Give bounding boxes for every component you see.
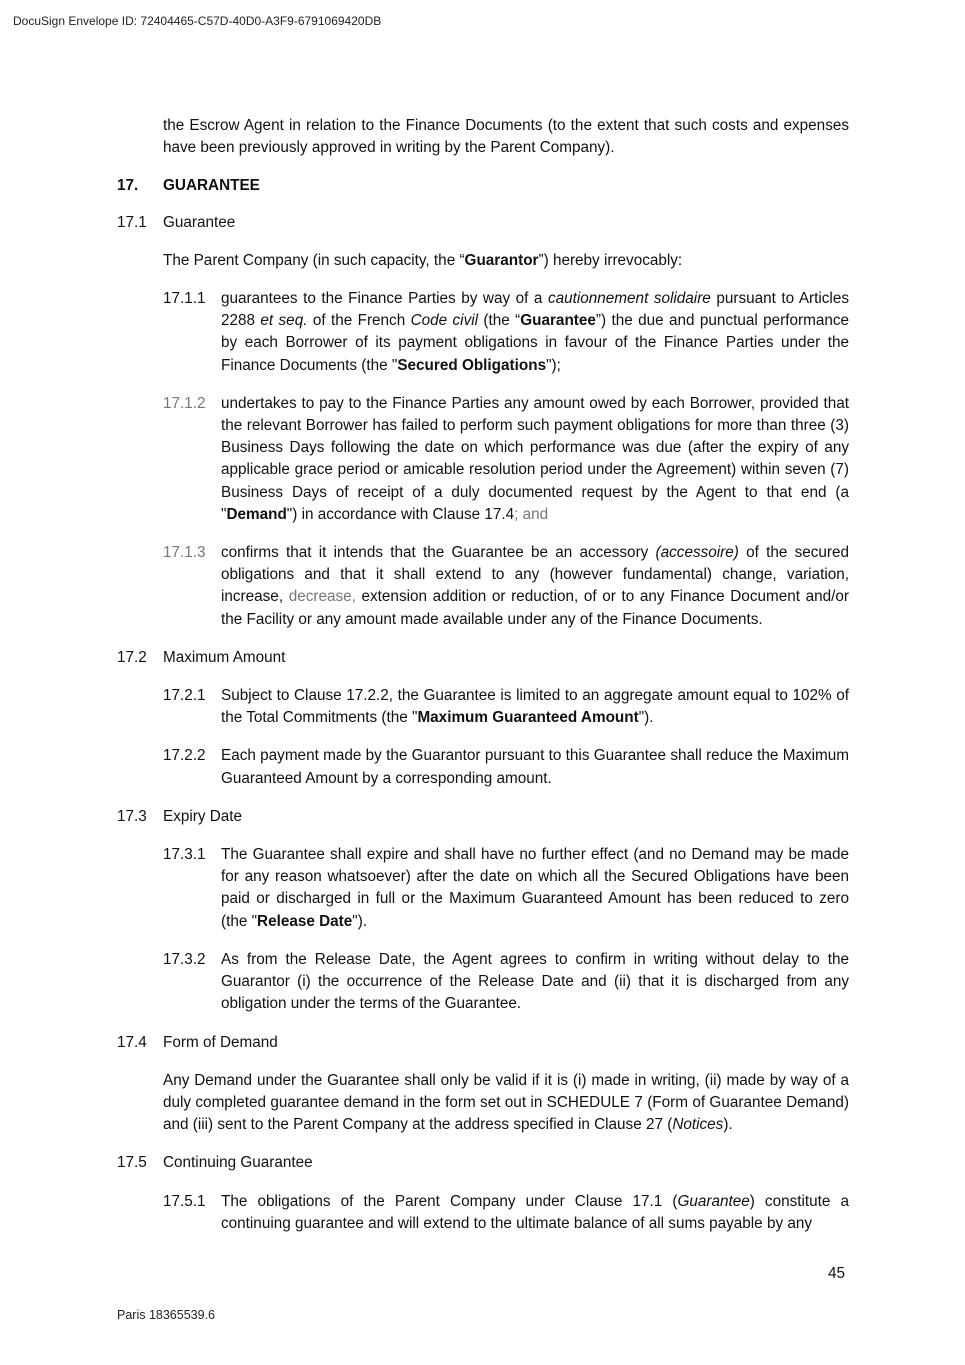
- subclause-number: 17.1.2: [163, 394, 206, 412]
- section-number: 17.: [117, 177, 139, 195]
- clause-17-1-2: [163, 393, 849, 526]
- subclause-number: 17.2.1: [163, 687, 206, 705]
- page-number: 45: [828, 1265, 846, 1282]
- text-run: The obligations of the Parent Company under Clause 17.1 (: [221, 1192, 678, 1210]
- text-run: pursuant to Articles 2288: [221, 290, 849, 330]
- text-run: undertakes to pay to the Finance Parties any amount owed by each Borrower, provided that the relevant Borrower has failed to perform such payment obligations for more than three (3) Business Days following the date on which performance was due (after the expiry of any applicable grace period or amicable resolution period under the Agreement) within seven (7) Business Days of receipt of a duly documented request by the Agent to that end (a ": [221, 394, 849, 523]
- clause-17-3-1: [163, 844, 849, 933]
- clause-number: 17.4: [117, 1033, 147, 1051]
- text-run: extension addition or reduction, of or to any Finance Document and/or the Facility or any amount made available under any of the Finance Documents.: [221, 588, 849, 628]
- clause-number: 17.5: [117, 1154, 147, 1172]
- intro-paragraph: the Escrow Agent in relation to the Finance Documents (to the extent that such costs and expenses have been previously approved in writing by the Parent Company).: [163, 117, 849, 157]
- clause-17-1-1: [163, 288, 849, 377]
- text-run-grey: ; and: [514, 505, 549, 523]
- subclause-number: 17.3.1: [163, 846, 206, 864]
- text-run: The Parent Company (in such capacity, the “: [163, 251, 465, 269]
- defined-term: Release Date: [257, 912, 353, 930]
- clause-title: Guarantee: [163, 213, 236, 231]
- subclause-number: 17.5.1: [163, 1192, 206, 1210]
- subclause-text: Each payment made by the Guarantor pursuant to this Guarantee shall reduce the Maximum Guaranteed Amount by a corresponding amount.: [221, 747, 849, 787]
- defined-term: Demand: [226, 505, 287, 523]
- subclause-number: 17.1.3: [163, 544, 206, 562]
- text-run: ").: [352, 912, 368, 930]
- text-run: ”) the due and punctual performance by each Borrower of its payment obligations in favour of the Finance Parties under the Finance Documents (the ": [221, 312, 849, 374]
- text-run: ).: [723, 1116, 733, 1134]
- italic-term: et seq.: [260, 312, 308, 330]
- subclause-number: 17.1.1: [163, 290, 206, 308]
- defined-term: Guarantee: [520, 312, 596, 330]
- clause-number: 17.2: [117, 648, 147, 666]
- clause-17-5-heading: [117, 1152, 849, 1174]
- text-run: Subject to Clause 17.2.2, the Guarantee is limited to an aggregate amount equal to 102% of the Total Commitments (the ": [221, 687, 849, 727]
- text-run: ”) hereby irrevocably:: [538, 251, 683, 269]
- clause-17-1-3: [163, 542, 849, 631]
- clause-17-1-heading: [117, 212, 849, 234]
- text-run: (the “: [478, 312, 521, 330]
- italic-term: (accessoire): [655, 544, 739, 562]
- italic-term: Code civil: [410, 312, 479, 330]
- subclause-text: [221, 844, 849, 933]
- text-run: confirms that it intends that the Guarantee be an accessory: [221, 544, 656, 562]
- clause-17-5-1: [163, 1191, 849, 1235]
- subclause-number: 17.2.2: [163, 747, 206, 765]
- document-body: [117, 115, 849, 1235]
- italic-term: Guarantee: [677, 1192, 750, 1210]
- subclause-text: [221, 685, 849, 729]
- text-run: Any Demand under the Guarantee shall only be valid if it is (i) made in writing, (ii) made by way of a duly completed guarantee demand in the form set out in SCHEDULE 7 (Form of Guarantee Demand) and (iii) sent to the Parent Company at the address specified in Clause 27 (: [163, 1071, 849, 1134]
- clause-17-3-heading: [117, 806, 849, 828]
- clause-title: Continuing Guarantee: [163, 1154, 313, 1172]
- text-run: ") in accordance with Clause 17.4: [286, 505, 515, 523]
- section-heading: [117, 175, 849, 197]
- clause-17-4-text: [163, 1070, 849, 1137]
- subclause-text: [221, 542, 849, 631]
- subclause-text: [221, 393, 849, 526]
- clause-title: Form of Demand: [163, 1033, 278, 1051]
- clause-title: Expiry Date: [163, 807, 243, 825]
- defined-term: Secured Obligations: [397, 356, 547, 374]
- clause-number: 17.1: [117, 213, 147, 231]
- clause-17-1-lead: [163, 250, 849, 272]
- subclause-number: 17.3.2: [163, 950, 206, 968]
- clause-number: 17.3: [117, 807, 147, 825]
- clause-17-2-1: [163, 685, 849, 729]
- text-run: ");: [546, 356, 561, 374]
- clause-17-3-2: [163, 949, 849, 1016]
- clause-17-2-heading: [117, 647, 849, 669]
- clause-title: Maximum Amount: [163, 648, 286, 666]
- text-run: of the French: [307, 312, 411, 330]
- text-run: ) constitute a continuing guarantee and will extend to the ultimate balance of all sums payable by any: [221, 1192, 849, 1232]
- text-run: The Guarantee shall expire and shall have no further effect (and no Demand may be made for any reason whatsoever) after the date on which all the Secured Obligations have been paid or discharged in full or the Maximum Guaranteed Amount has been reduced to zero (the ": [221, 846, 849, 930]
- section-title: GUARANTEE: [163, 177, 260, 195]
- envelope-id: DocuSign Envelope ID: 72404465-C57D-40D0-A3F9-6791069420DB: [13, 14, 382, 28]
- text-run: of the secured obligations and that it shall extend to any (however fundamental) change, variation, increase,: [221, 544, 849, 606]
- clause-17-2-2: [163, 745, 849, 789]
- subclause-text: [221, 1191, 849, 1235]
- defined-term: Maximum Guaranteed Amount: [417, 709, 639, 727]
- italic-term: cautionnement solidaire: [547, 290, 711, 308]
- subclause-text: As from the Release Date, the Agent agrees to confirm in writing without delay to the Guarantor (i) the occurrence of the Release Date and (ii) that it is discharged from any obligation under the terms of the Guarantee.: [221, 950, 849, 1013]
- italic-term: Notices: [672, 1116, 724, 1134]
- text-run: ").: [638, 709, 654, 727]
- clause-17-4-heading: [117, 1032, 849, 1054]
- text-run: guarantees to the Finance Parties by way of a: [221, 290, 548, 308]
- subclause-text: [221, 288, 849, 377]
- text-run-grey: decrease,: [288, 588, 356, 606]
- defined-term: Guarantor: [464, 251, 539, 269]
- document-reference: Paris 18365539.6: [117, 1308, 215, 1322]
